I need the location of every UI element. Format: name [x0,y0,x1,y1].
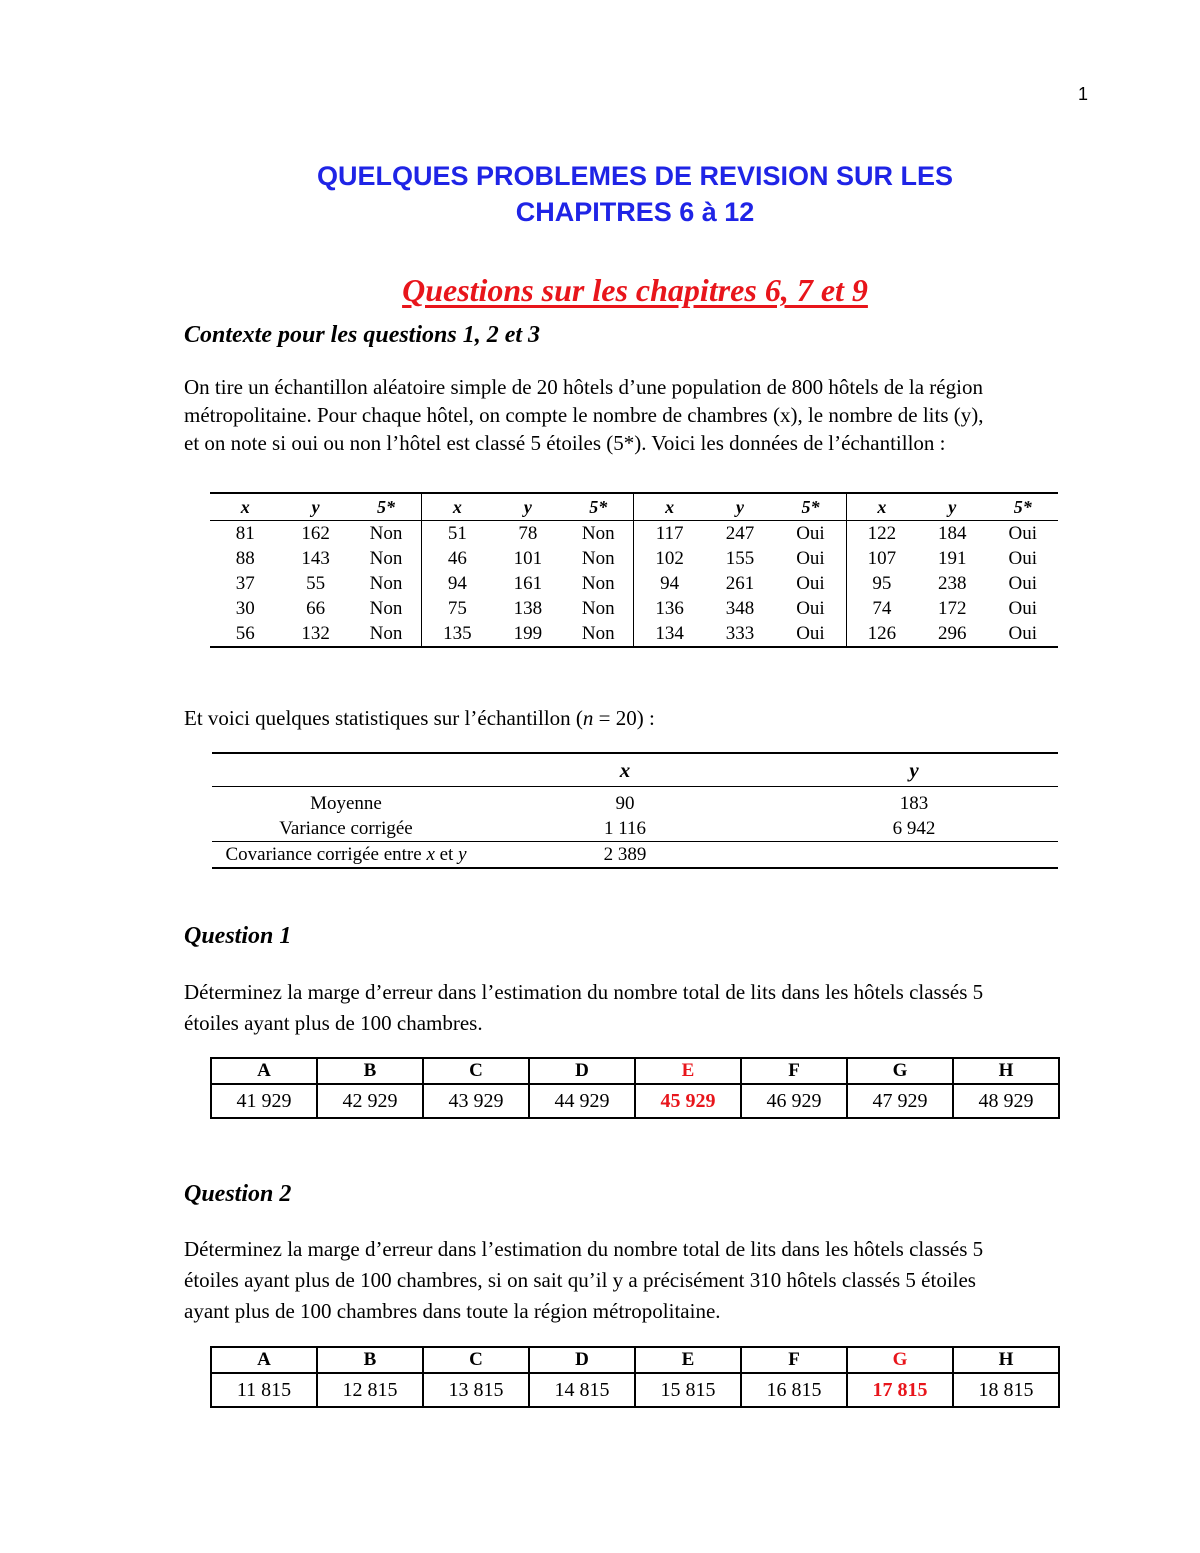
answer-value: 41 929 [211,1084,317,1118]
table-row [210,546,1058,571]
stat-label: Variance corrigée [279,817,413,839]
table-cell: Non [563,621,634,647]
page-number: 1 [1078,84,1089,104]
table-cell: 247 [725,522,755,544]
table-row [212,787,1058,817]
table-cell: Oui [775,521,846,547]
table-cell: Non [563,521,634,547]
table-cell: 46 [447,547,467,569]
answer-letter: H [953,1058,1059,1084]
table-cell: Non [351,521,422,547]
covariance-row [212,842,1058,869]
column-header: y [493,493,563,521]
table-cell: 143 [301,547,330,569]
table-cell: Non [351,571,422,596]
answer-value: 16 815 [741,1373,847,1407]
table-cell: 296 [917,621,987,647]
answer-value: 48 929 [953,1084,1059,1118]
table-cell: 55 [306,572,326,594]
answer-value: 17 815 [847,1373,953,1407]
table-cell: 138 [513,597,543,619]
column-header: x [634,493,705,521]
column-header: y [705,493,775,521]
table-cell: 136 [655,597,684,619]
question-1-answers [210,1057,1060,1119]
answer-value: 11 815 [211,1373,317,1407]
answer-letter: F [741,1058,847,1084]
table-cell: 161 [513,572,543,594]
answer-values-row [211,1373,1059,1407]
stat-value: 1 116 [603,817,647,839]
table-row [210,521,1058,547]
table-cell: 172 [938,597,967,619]
question-1-text [184,977,1089,1039]
table-row [212,816,1058,842]
stat-label: Moyenne [310,792,382,814]
table-row [210,596,1058,621]
column-header: x [210,493,280,521]
question-line: Déterminez la marge d’erreur dans l’estimation du nombre total de lits dans les hôtels classés 5 [184,1237,984,1261]
stat-value: 90 [615,792,635,814]
answer-value: 18 815 [953,1373,1059,1407]
answer-letter: H [953,1347,1059,1373]
question-line: Déterminez la marge d’erreur dans l’estimation du nombre total de lits dans les hôtels classés 5 [184,980,984,1004]
question-line: ayant plus de 100 chambres dans toute la région métropolitaine. [184,1299,721,1323]
stats-intro-n: n [582,706,594,730]
answer-letter: G [847,1347,953,1373]
table-cell: 191 [938,547,967,569]
section-title: Questions sur les chapitres 6, 7 et 9 [402,272,868,308]
title-line-1: QUELQUES PROBLEMES DE REVISION SUR LES [316,161,954,191]
context-paragraph [184,373,1089,457]
table-header-row [212,753,1058,787]
answer-letter: A [211,1347,317,1373]
table-cell: 155 [725,547,755,569]
column-header: y [770,753,1058,787]
question-line: étoiles ayant plus de 100 chambres, si on sait qu’il y a précisément 310 hôtels classés 5 étoiles [184,1268,976,1292]
table-cell: 122 [867,522,897,544]
stats-intro-before: Et voici quelques statistiques sur l’échantillon ( [184,706,583,730]
answer-letter: E [635,1347,741,1373]
stats-intro-after: = 20) : [593,706,655,730]
table-cell: 66 [306,597,326,619]
answer-letter: D [529,1058,635,1084]
table-cell: 101 [513,547,543,569]
column-header: 5* [987,493,1058,521]
table-cell: 134 [634,621,705,647]
column-header: x [422,493,493,521]
cov-et: et [434,843,459,865]
title-line-2: CHAPITRES 6 à 12 [515,197,755,227]
table-cell: 162 [301,522,330,544]
column-header: 5* [775,493,846,521]
table-cell: Oui [1008,522,1037,544]
table-cell: 74 [872,597,892,619]
table-cell: 95 [872,572,892,594]
table-cell: Oui [1008,547,1037,569]
context-heading: Contexte pour les questions 1, 2 et 3 [184,322,541,348]
table-cell: Non [563,546,634,571]
answer-letter: G [847,1058,953,1084]
table-row [210,621,1058,647]
question-2-heading: Question 2 [184,1181,292,1207]
table-cell: Non [351,596,422,621]
table-cell: 75 [447,597,467,619]
column-header: x [480,753,770,787]
table-cell: 102 [655,547,684,569]
answer-letter: B [317,1058,423,1084]
table-cell: 88 [235,547,255,569]
table-cell: 126 [846,621,917,647]
table-cell: Oui [775,596,846,621]
table-cell: Oui [775,621,846,647]
table-cell: 135 [422,621,493,647]
answer-value: 14 815 [529,1373,635,1407]
column-header [212,753,480,787]
table-cell: 30 [235,597,255,619]
table-cell: Non [351,621,422,647]
table-cell: 107 [867,547,897,569]
answer-letter: B [317,1347,423,1373]
answer-value: 12 815 [317,1373,423,1407]
answer-values-row [211,1084,1059,1118]
table-cell: Oui [1008,572,1037,594]
table-cell: 132 [280,621,350,647]
cov-label-text: Covariance corrigée entre [225,843,427,865]
hotel-data-table [210,492,1058,648]
table-cell: 117 [655,522,684,544]
cov-x: x [426,843,435,865]
question-1-heading: Question 1 [184,923,292,949]
table-cell: 184 [938,522,967,544]
column-header: x [846,493,917,521]
table-cell: 348 [725,597,755,619]
stat-value: 6 942 [892,817,936,839]
answer-letter: F [741,1347,847,1373]
context-line: métropolitaine. Pour chaque hôtel, on compte le nombre de chambres (x), le nombre de lits (y), [184,403,984,427]
table-row [210,571,1058,596]
column-header: 5* [563,493,634,521]
context-line: et on note si oui ou non l’hôtel est classé 5 étoiles (5*). Voici les données de l’échantillon : [184,431,946,455]
question-2-answers [210,1346,1060,1408]
question-2-text [184,1234,1089,1327]
answer-value: 45 929 [635,1084,741,1118]
column-header: 5* [351,493,422,521]
document-title [0,158,1200,230]
answer-value: 46 929 [741,1084,847,1118]
context-line: On tire un échantillon aléatoire simple de 20 hôtels d’une population de 800 hôtels de la région [184,375,983,399]
table-cell: Non [563,596,634,621]
answer-value: 13 815 [423,1373,529,1407]
table-cell: Non [563,571,634,596]
table-cell: 333 [705,621,775,647]
table-cell: Oui [775,546,846,571]
answer-value: 15 815 [635,1373,741,1407]
table-cell: 56 [210,621,280,647]
answer-letter: A [211,1058,317,1084]
table-cell: Oui [775,571,846,596]
table-cell: Oui [987,621,1058,647]
answer-value: 43 929 [423,1084,529,1118]
table-cell: 37 [235,572,255,594]
table-cell: 51 [447,522,467,544]
answer-letters-row [211,1347,1059,1373]
table-cell: 78 [518,522,538,544]
covariance-label [212,842,480,869]
answer-letters-row [211,1058,1059,1084]
covariance-value: 2 389 [480,842,1058,869]
table-cell: 238 [938,572,967,594]
table-cell: Non [351,546,422,571]
table-cell: 81 [235,522,255,544]
stats-intro [184,704,1089,732]
table-cell: Oui [1008,597,1037,619]
stats-table [212,752,1058,869]
answer-letter: D [529,1347,635,1373]
table-cell: 261 [725,572,755,594]
question-line: étoiles ayant plus de 100 chambres. [184,1011,483,1035]
column-header: y [917,493,987,521]
table-cell: 199 [493,621,563,647]
table-cell: 94 [447,572,467,594]
stat-value: 183 [899,792,929,814]
answer-value: 47 929 [847,1084,953,1118]
column-header: y [280,493,350,521]
answer-letter: E [635,1058,741,1084]
answer-value: 44 929 [529,1084,635,1118]
table-header-row [210,493,1058,521]
answer-value: 42 929 [317,1084,423,1118]
cov-y: y [458,843,467,865]
answer-letter: C [423,1058,529,1084]
table-cell: 94 [660,572,680,594]
answer-letter: C [423,1347,529,1373]
